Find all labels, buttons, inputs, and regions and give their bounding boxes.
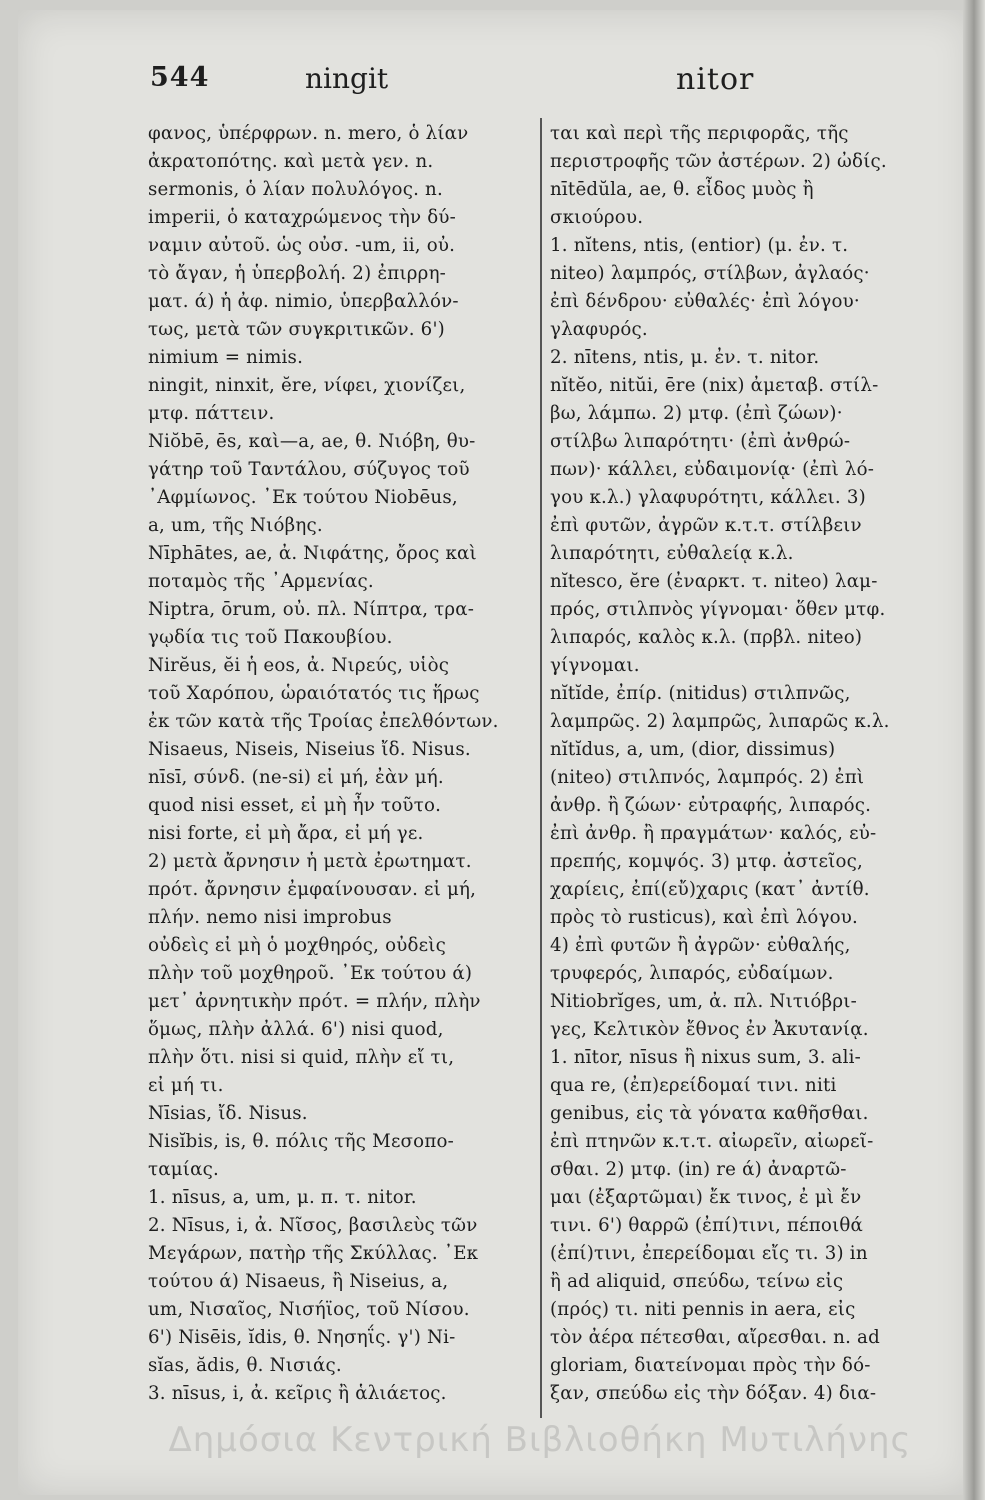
text-line: γίγνομαι.: [550, 655, 640, 676]
text-line: Μεγάρων, πατὴρ τῆς Σκύλλας. ᾿Εκ: [148, 1243, 479, 1264]
text-line: πλὴν ὅτι. nisi si quid, πλὴν εἴ τι,: [148, 1047, 455, 1068]
text-line: nĭtesco, ĕre (ἐναρκτ. τ. niteo) λαμ-: [550, 571, 878, 592]
text-line: quod nisi esset, εἰ μὴ ἦν τοῦτο.: [148, 795, 442, 816]
text-line: τούτου ά) Nisaeus, ἢ Niseius, a,: [148, 1271, 449, 1292]
text-line: πων)· κάλλει, εὐδαιμονίᾳ· (ἐπὶ λό-: [550, 459, 875, 480]
text-line: (ἐπί)τινι, ἐπερείδομαι εἴς τι. 3) in: [550, 1243, 868, 1264]
text-line: μετ᾿ ἀρνητικὴν πρότ. = πλήν, πλὴν: [148, 991, 481, 1012]
text-line: ἐκ τῶν κατὰ τῆς Τροίας ἐπελθόντων.: [148, 711, 499, 732]
text-line: ξαν, σπεύδω εἰς τὴν δόξαν. 4) δια-: [550, 1383, 877, 1404]
text-line: sermonis, ὁ λίαν πολυλόγος. n.: [148, 179, 443, 200]
text-line: 1. nīsus, a, um, μ. π. τ. nitor.: [148, 1187, 417, 1208]
library-watermark: Δημόσια Κεντρική Βιβλιοθήκη Μυτιλήνης: [168, 1420, 912, 1460]
text-line: βω, λάμπω. 2) μτφ. (ἐπὶ ζώων)·: [550, 403, 843, 424]
text-line: nisi forte, εἰ μὴ ἄρα, εἰ μή γε.: [148, 823, 424, 844]
page-number: 544: [150, 62, 210, 93]
text-line: nītēdŭla, ae, θ. εἶδος μυὸς ἢ: [550, 179, 814, 200]
text-line: γῳδία τις τοῦ Πακουβίου.: [148, 627, 393, 648]
text-line: Nisĭbis, is, θ. πόλις τῆς Μεσοπο-: [148, 1131, 454, 1152]
text-line: περιστροφῆς τῶν ἀστέρων. 2) ὠδίς.: [550, 151, 887, 172]
text-line: γου κ.λ.) γλαφυρότητι, κάλλει. 3): [550, 487, 866, 508]
text-line: 6') Nisēis, ĭdis, θ. Νησηΐς. γ') Ni-: [148, 1327, 456, 1348]
text-line: μτφ. πάττειν.: [148, 403, 275, 424]
text-line: οὐδεὶς εἰ μὴ ὁ μοχθηρός, οὐδεὶς: [148, 935, 446, 956]
text-line: ningit, ninxit, ĕre, νίφει, χιονίζει,: [148, 375, 466, 396]
text-line: γες, Κελτικὸν ἔθνος ἐν Ἀκυτανίᾳ.: [550, 1019, 869, 1040]
text-line: ται καὶ περὶ τῆς περιφορᾶς, τῆς: [550, 123, 849, 144]
text-line: πλὴν τοῦ μοχθηροῦ. ᾿Εκ τούτου ά): [148, 963, 473, 984]
text-line: τὸν ἀέρα πέτεσθαι, αἴρεσθαι. n. ad: [550, 1327, 880, 1348]
text-line: τρυφερός, λιπαρός, εὐδαίμων.: [550, 963, 834, 984]
text-line: πρὸς τὸ rusticus), καὶ ἐπὶ λόγου.: [550, 907, 859, 928]
text-line: ταμίας.: [148, 1159, 219, 1180]
text-line: genibus, εἰς τὰ γόνατα καθῆσθαι.: [550, 1103, 869, 1124]
text-line: λιπαρότητι, εὐθαλείᾳ κ.λ.: [550, 543, 794, 564]
text-line: [550, 1408, 938, 1410]
text-line: ἐπὶ πτηνῶν κ.τ.τ. αἰωρεῖν, αἰωρεῖ-: [550, 1131, 874, 1152]
text-line: σθαι. 2) μτφ. (in) re ά) ἀναρτῶ-: [550, 1159, 847, 1180]
text-line: πρεπής, κομψός. 3) μτφ. ἀστεῖος,: [550, 851, 864, 872]
text-line: um, Νισαῖος, Νισήϊος, τοῦ Νίσου.: [148, 1299, 470, 1320]
left-column: [148, 120, 536, 1410]
text-line: ὅμως, πλὴν ἀλλά. 6') nisi quod,: [148, 1019, 444, 1040]
right-column: [550, 120, 938, 1410]
text-line: imperii, ὁ καταχρώμενος τὴν δύ-: [148, 207, 456, 228]
text-line: 1. nītor, nīsus ἢ nixus sum, 3. ali-: [550, 1047, 861, 1068]
running-header: [0, 62, 985, 102]
text-line: nimium = nimis.: [148, 347, 304, 368]
text-line: Nitiobrĭges, um, ἀ. πλ. Νιτιόβρι-: [550, 991, 857, 1012]
text-line: ἀνθρ. ἢ ζώων· εὐτραφής, λιπαρός.: [550, 795, 872, 816]
text-line: Nisaeus, Niseis, Niseius ἴδ. Nisus.: [148, 739, 471, 760]
text-line: gloriam, διατείνομαι πρὸς τὴν δό-: [550, 1355, 871, 1376]
text-line: ἐπὶ φυτῶν, ἀγρῶν κ.τ.τ. στίλβειν: [550, 515, 862, 536]
page-edge: [963, 0, 985, 1500]
text-line: nĭtĕo, nitŭi, ēre (nix) ἀμεταβ. στίλ-: [550, 375, 879, 396]
text-line: nīsī, σύνδ. (ne-si) εἰ μή, ἐὰν μή.: [148, 767, 444, 788]
text-line: λιπαρός, καλὸς κ.λ. (πρβλ. niteo): [550, 627, 863, 648]
text-line: 2) μετὰ ἄρνησιν ἡ μετὰ ἐρωτηματ.: [148, 851, 472, 872]
text-line: τὸ ἄγαν, ἡ ὑπερβολή. 2) ἐπιρρη-: [148, 263, 447, 284]
text-line: 4) ἐπὶ φυτῶν ἢ ἀγρῶν· εὐθαλής,: [550, 935, 851, 956]
text-line: 2. nītens, ntis, μ. ἐν. τ. nitor.: [550, 347, 820, 368]
text-line: Niŏbē, ēs, καὶ—a, ae, θ. Νιόβη, θυ-: [148, 431, 476, 452]
text-line: σκιούρου.: [550, 207, 644, 228]
text-line: 1. nĭtens, ntis, (entior) (μ. ἐν. τ.: [550, 235, 849, 256]
text-line: ἀκρατοπότης. καὶ μετὰ γεν. n.: [148, 151, 434, 172]
guide-word-right: nitor: [676, 62, 755, 97]
text-line: φανος, ὑπέρφρων. n. mero, ὁ λίαν: [148, 123, 469, 144]
text-line: (niteo) στιλπνός, λαμπρός. 2) ἐπὶ: [550, 767, 865, 788]
text-line: χαρίεις, ἐπί(εὔ)χαρις (κατ᾿ ἀντίθ.: [550, 879, 870, 900]
text-line: Nīphātes, ae, ἀ. Νιφάτης, ὄρος καὶ: [148, 543, 477, 564]
text-line: 3. nīsus, i, ἀ. κεῖρις ἢ ἁλιάετος.: [148, 1383, 447, 1404]
text-line: γλαφυρός.: [550, 319, 648, 340]
guide-word-left: ningit: [305, 62, 389, 95]
text-line: Nirĕus, ĕi ἡ eos, ἀ. Νιρεύς, υἱὸς: [148, 655, 450, 676]
text-line: niteo) λαμπρός, στίλβων, ἀγλαός·: [550, 263, 870, 284]
text-line: στίλβω λιπαρότητι· (ἐπὶ ἀνθρώ-: [550, 431, 851, 452]
text-line: τινι. 6') θαρρῶ (ἐπί)τινι, πέποιθά: [550, 1215, 864, 1236]
text-line: ποταμὸς τῆς ᾿Αρμενίας.: [148, 571, 374, 592]
text-line: ἐπὶ δένδρου· εὐθαλές· ἐπὶ λόγου·: [550, 291, 860, 312]
text-line: ᾿Αφμίωνος. ᾿Εκ τούτου Niobēus,: [148, 487, 458, 508]
text-line: ναμιν αὐτοῦ. ὡς οὐσ. -um, ii, οὐ.: [148, 235, 456, 256]
text-line: Niptra, ōrum, οὐ. πλ. Νίπτρα, τρα-: [148, 599, 475, 620]
text-line: qua re, (ἐπ)ερείδομαί τινι. niti: [550, 1075, 837, 1096]
text-line: ἐπὶ ἀνθρ. ἢ πραγμάτων· καλός, εὐ-: [550, 823, 877, 844]
text-line: nĭtĭde, ἐπίρ. (nitidus) στιλπνῶς,: [550, 683, 851, 704]
text-line: ματ. ά) ἡ ἀφ. nimio, ὑπερβαλλόν-: [148, 291, 459, 312]
text-line: τοῦ Χαρόπου, ὡραιότατός τις ἥρως: [148, 683, 480, 704]
text-line: Nīsias, ἴδ. Nisus.: [148, 1103, 308, 1124]
text-line: εἰ μή τι.: [148, 1075, 224, 1096]
text-line: μαι (ἐξαρτῶμαι) ἔκ τινος, ἐ μὶ ἔν: [550, 1187, 862, 1208]
text-line: πρός, στιλπνὸς γίγνομαι· ὅθεν μτφ.: [550, 599, 886, 620]
text-line: λαμπρῶς. 2) λαμπρῶς, λιπαρῶς κ.λ.: [550, 711, 890, 732]
text-line: γάτηρ τοῦ Ταντάλου, σύζυγος τοῦ: [148, 459, 470, 480]
text-line: [148, 1408, 536, 1410]
text-line: πρότ. ἄρνησιν ἐμφαίνουσαν. εἰ μή,: [148, 879, 477, 900]
text-line: a, um, τῆς Νιόβης.: [148, 515, 323, 536]
text-line: nĭtĭdus, a, um, (dior, dissimus): [550, 739, 836, 760]
text-line: ἢ ad aliquid, σπεύδω, τείνω εἰς: [550, 1271, 844, 1292]
text-line: πλήν. nemo nisi improbus: [148, 907, 392, 928]
text-line: τως, μετὰ τῶν συγκριτικῶν. 6'): [148, 319, 445, 340]
column-divider: [540, 118, 542, 1418]
text-line: sĭas, ădis, θ. Νισιάς.: [148, 1355, 342, 1376]
text-line: 2. Nīsus, i, ἀ. Νῖσος, βασιλεὺς τῶν: [148, 1215, 478, 1236]
text-line: (πρός) τι. niti pennis in aera, εἰς: [550, 1299, 856, 1320]
